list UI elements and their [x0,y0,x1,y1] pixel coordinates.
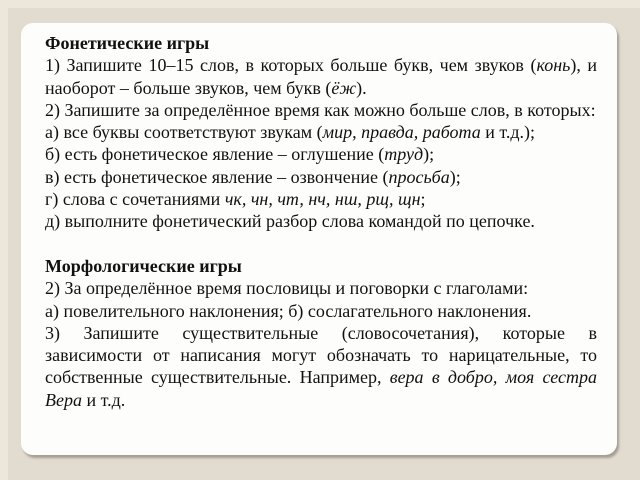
italic-text-segment: конь [536,55,571,76]
text-segment: 1) Запишите 10–15 слов, в которых больше букв, чем звуков ( [45,55,537,76]
text-segment: ); [449,166,461,187]
paragraph [45,210,597,232]
text-segment: б) есть фонетическое явление – оглушение ( [45,144,385,165]
italic-text-segment: мир, правда, работа [322,122,481,143]
text-segment: 2) За определённое время пословицы и поговорки с глаголами: [45,278,529,299]
italic-text-segment: просьба [388,166,450,187]
italic-text-segment: чк, чн, чт, нч, нш, рщ, щн [224,189,421,210]
text-segment: ); [423,144,435,165]
text-segment: и т.д. [81,389,126,410]
content-card [21,23,617,455]
text-segment: г) слова с сочетаниями [45,189,225,210]
section [45,255,597,411]
text-segment: а) все буквы соответствуют звукам ( [45,122,323,143]
text-segment: а) повелительного наклонения; б) сослагательного наклонения. [45,300,532,321]
paragraph [45,188,597,210]
text-segment: в) есть фонетическое явление – озвончение ( [45,166,389,187]
italic-text-segment: труд [384,144,424,165]
paragraph [45,54,597,99]
paragraph [45,166,597,188]
section-heading: Фонетические игры [45,33,210,53]
paragraph [45,300,597,322]
paragraph [45,322,597,411]
paragraph [45,99,597,121]
paragraph [45,143,597,165]
text-segment: и т.д.); [480,122,536,143]
section-heading: Морфологические игры [45,255,242,276]
text-segment: ). [356,77,367,98]
slide-text [45,32,597,411]
section [45,32,597,233]
italic-text-segment: вера в добро, моя сестра Вера [45,367,597,410]
paragraph [45,121,597,143]
text-segment: д) выполните фонетический разбор слова командой по цепочке. [45,211,535,232]
text-segment: 2) Запишите за определённое время как можно больше слов, в которых: [45,99,596,120]
text-segment: ; [420,189,426,210]
text-segment: 3) Запишите существительные (словосочетания), которые в зависимости от написания могут обозначать то нарицательные, то собственные существительные. Например, [45,322,597,388]
paragraph [45,277,597,299]
italic-text-segment: ёж [331,77,357,98]
text-segment: ), и наоборот – больше звуков, чем букв ( [45,55,597,98]
